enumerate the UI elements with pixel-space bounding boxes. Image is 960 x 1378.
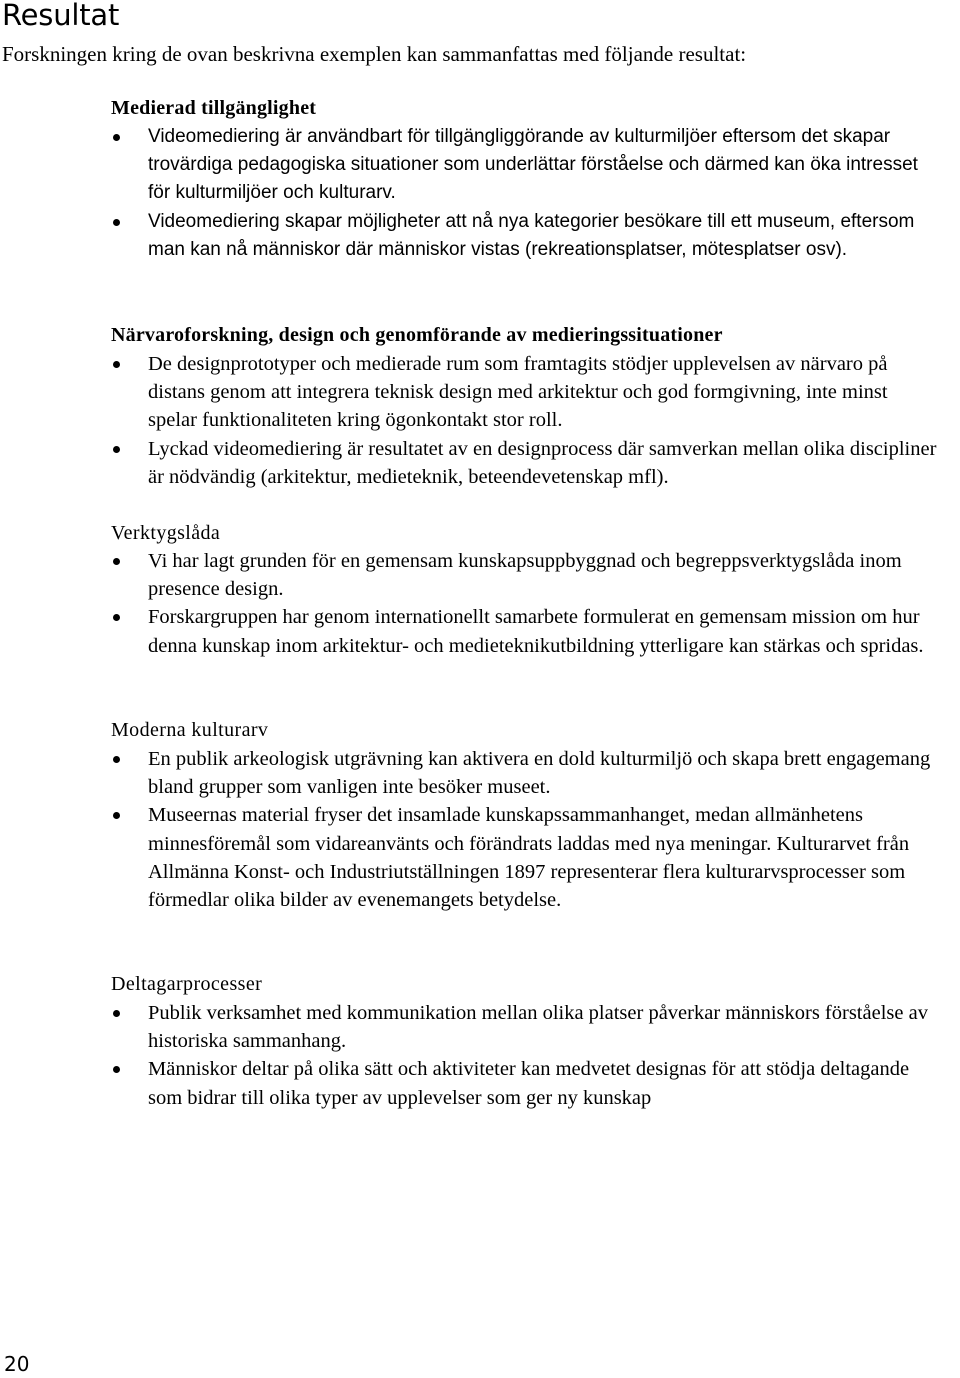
bullet-icon: [113, 1066, 120, 1073]
list-item: [111, 547, 941, 603]
section-heading-medierad-tillganglighet: Medierad tillgänglighet: [111, 97, 317, 119]
intro-paragraph: Forskningen kring de ovan beskrivna exemplen kan sammanfattas med följande resultat:: [2, 42, 747, 66]
list-item: [111, 435, 941, 491]
list-item-text: Människor deltar på olika sätt och aktiviteter kan medvetet designas för att stödja deltagande som bidrar till olika typer av upplevelser som ger ny kunskap: [148, 1058, 910, 1109]
bullet-icon: [113, 361, 120, 368]
list-item: [111, 999, 941, 1055]
list-item-text: Publik verksamhet med kommunikation mellan olika platser påverkar människors förståelse av historiska sammanhang.: [148, 1002, 928, 1053]
bullet-icon: [113, 134, 120, 141]
bullet-list-moderna-kulturarv: [111, 745, 941, 914]
list-item-text: Videomediering är användbart för tillgängliggörande av kulturmiljöer eftersom det skapar trovärdiga pedagogiska situationer som underlättar förståelse och därmed kan öka intresset för kulturmiljöer och kulturarv.: [148, 126, 918, 204]
page-number: 20: [4, 1352, 30, 1376]
bullet-list-medierad-tillganglighet: [111, 123, 941, 264]
section-heading-moderna-kulturarv: Moderna kulturarv: [111, 719, 269, 741]
list-item-text: En publik arkeologisk utgrävning kan aktivera en dold kulturmiljö och skapa brett engagemang bland grupper som vanligen inte besöker museet.: [148, 748, 931, 799]
bullet-icon: [113, 219, 120, 226]
list-item: [111, 123, 941, 208]
bullet-icon: [113, 446, 120, 453]
list-item: [111, 603, 941, 659]
bullet-icon: [113, 558, 120, 565]
list-item-text: Museernas material fryser det insamlade kunskapssammanhanget, medan allmänhetens minnesföremål som vidareanvänts och förändrats laddas med nya meningar. Kulturarvet från Allmänna Konst- och Industriutställningen 1897 representerar flera kulturarvsprocesser som förmedlar olika bilder av evenemangets betydelse.: [148, 804, 910, 912]
list-item-text: Vi har lagt grunden för en gemensam kunskapsuppbyggnad och begreppsverktygslåda inom presence design.: [148, 550, 902, 601]
bullet-icon: [113, 614, 120, 621]
list-item: [111, 1055, 941, 1111]
bullet-icon: [113, 1010, 120, 1017]
list-item: [111, 745, 941, 801]
list-item-text: Lyckad videomediering är resultatet av en designprocess där samverkan mellan olika discipliner är nödvändig (arkitektur, medieteknik, beteendevetenskap mfl).: [148, 437, 937, 488]
bullet-icon: [113, 812, 120, 819]
list-item: [111, 350, 941, 435]
bullet-list-narvaroforskning: [111, 350, 941, 491]
bullet-list-verktygslada: [111, 547, 941, 660]
list-item-text: De designprototyper och medierade rum som framtagits stödjer upplevelsen av närvaro på distans genom att integrera teknisk design med arkitektur och god formgivning, inte minst spelar funktionaliteten kring ögonkontakt stor roll.: [148, 353, 888, 432]
section-heading-verktygslada: Verktygslåda: [111, 522, 221, 544]
section-heading-narvaroforskning: Närvaroforskning, design och genomförande av medieringssituationer: [111, 324, 723, 346]
bullet-list-deltagarprocesser: [111, 999, 941, 1112]
list-item-text: Videomediering skapar möjligheter att nå nya kategorier besökare till ett museum, eftersom man kan nå människor där människor vistas (rekreationsplatser, mötesplatser osv).: [148, 210, 915, 260]
section-heading-deltagarprocesser: Deltagarprocesser: [111, 973, 263, 995]
list-item-text: Forskargruppen har genom internationellt samarbete formulerat en gemensam mission om hur denna kunskap inom arkitektur- och medieteknikutbildning ytterligare kan stärkas och spridas.: [148, 606, 924, 657]
list-item: [111, 801, 941, 914]
list-item: [111, 208, 941, 264]
page-title: Resultat: [2, 0, 120, 32]
bullet-icon: [113, 756, 120, 763]
